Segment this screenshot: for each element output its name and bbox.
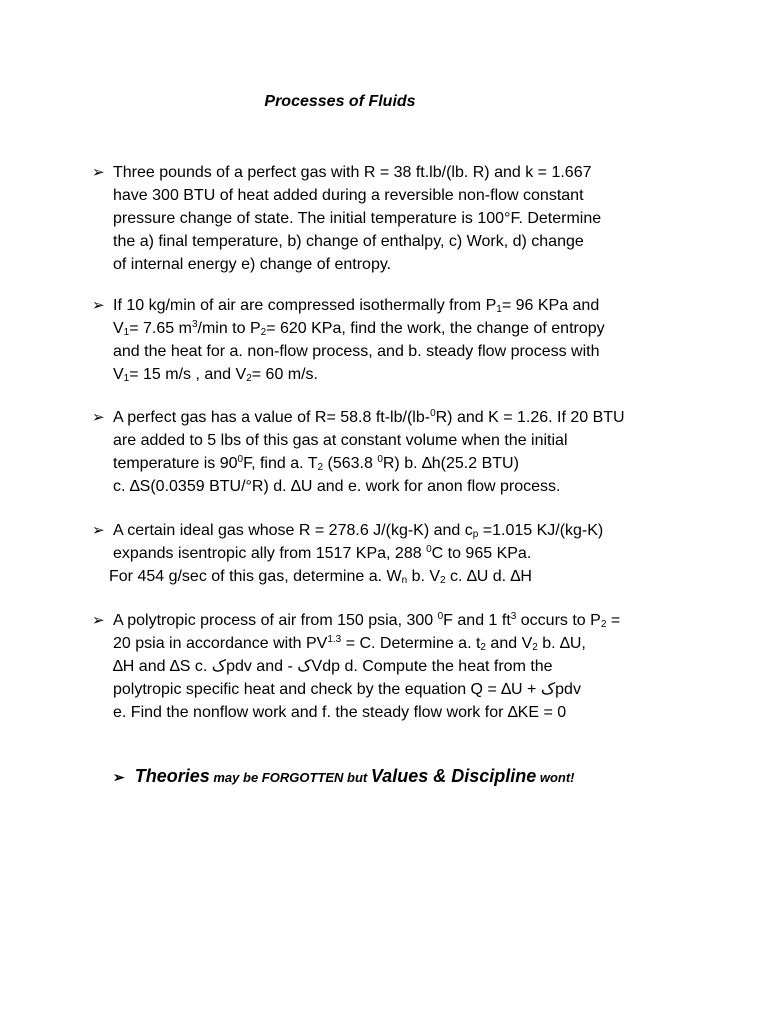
text: /min to P (197, 320, 261, 337)
text: If 10 kg/min of air are compressed isothermally from P (113, 297, 497, 314)
problem-4-line-2 (113, 542, 531, 565)
text: =1.015 KJ/(kg-K) (478, 522, 604, 539)
problem-5-line-4: polytropic specific heat and check by the equation Q = ∆U + کpdv (113, 681, 581, 698)
text: F and 1 ft (443, 612, 511, 629)
problem-5-line-1 (113, 609, 620, 632)
problem-1-line-4: the a) final temperature, b) change of enthalpy, c) Work, d) change (113, 233, 584, 250)
text: For 454 g/sec of this gas, determine a. W (109, 568, 402, 585)
problem-2-line-1 (113, 294, 599, 317)
text: b. ∆U, (537, 635, 586, 652)
problem-3-line-2: are added to 5 lbs of this gas at constant volume when the initial (113, 432, 568, 449)
superscript: 0 (437, 611, 444, 622)
problem-4-line-3 (109, 565, 532, 588)
problem-5-line-2 (113, 632, 586, 655)
superscript: 3 (191, 319, 198, 330)
problem-2-line-2 (113, 317, 605, 340)
bullet-arrow-icon: ➢ (92, 297, 105, 314)
text: R) b. ∆h(25.2 BTU) (382, 455, 519, 472)
text: = C. Determine a. t (341, 635, 481, 652)
text: (563.8 (323, 455, 378, 472)
subscript: n (401, 575, 408, 586)
text: occurs to P (516, 612, 601, 629)
problem-5-line-5: e. Find the nonflow work and f. the steady flow work for ∆KE = 0 (113, 704, 567, 721)
text: A perfect gas has a value of R= 58.8 ft-lb/(lb- (113, 409, 431, 426)
text: temperature is 90 (113, 455, 238, 472)
text: A polytropic process of air from 150 psia, 300 (113, 612, 438, 629)
subscript: p (472, 529, 479, 540)
subscript: 2 (532, 642, 538, 653)
text: = 15 m/s , and V (129, 366, 247, 383)
bullet-arrow-icon: ➢ (92, 612, 105, 629)
bullet-arrow-icon: ➢ (92, 164, 105, 181)
text: R) and K = 1.26. If 20 BTU (435, 409, 625, 426)
problem-2-line-3: and the heat for a. non-flow process, and b. steady flow process with (113, 343, 600, 360)
problem-3-line-1 (113, 406, 625, 429)
subscript: 1 (123, 327, 130, 338)
problem-1-line-2: have 300 BTU of heat added during a reversible non-flow constant (113, 187, 584, 204)
problem-2-line-4 (113, 363, 318, 386)
problem-4-line-1 (113, 519, 603, 542)
subscript: 2 (600, 619, 607, 630)
superscript: 1.3 (327, 634, 342, 645)
text: b. V (407, 568, 441, 585)
text: = 60 m/s. (251, 366, 318, 383)
bullet-arrow-icon: ➢ (92, 522, 105, 539)
problem-1-line-5: of internal energy e) change of entropy. (113, 256, 392, 273)
problem-3-line-4: c. ∆S(0.0359 BTU/°R) d. ∆U and e. work for anon flow process. (113, 478, 561, 495)
text: C to 965 KPa. (431, 545, 532, 562)
text: F, find a. T (243, 455, 318, 472)
subscript: 2 (317, 462, 324, 473)
superscript: 3 (510, 611, 517, 622)
text: V (113, 366, 124, 383)
motto-middle: may be FORGOTTEN but (209, 770, 371, 785)
subscript: 1 (123, 373, 130, 384)
motto (113, 766, 575, 787)
page-title: Processes of Fluids (264, 93, 416, 110)
text: 20 psia in accordance with PV (113, 635, 328, 652)
text: A certain ideal gas whose R = 278.6 J/(kg-K) and c (113, 522, 473, 539)
problem-1-line-1: Three pounds of a perfect gas with R = 38 ft.lb/(lb. R) and k = 1.667 (113, 164, 592, 181)
problem-3-line-3 (113, 452, 519, 475)
superscript: 0 (430, 408, 436, 419)
superscript: 0 (377, 454, 383, 465)
motto-theories: Theories (134, 766, 210, 786)
text: expands isentropic ally from 1517 KPa, 288 (113, 545, 427, 562)
problem-1-line-3: pressure change of state. The initial temperature is 100°F. Determine (113, 210, 602, 227)
subscript: 1 (496, 304, 502, 315)
motto-values: Values & Discipline (370, 766, 537, 786)
text: and V (485, 635, 533, 652)
subscript: 2 (246, 373, 252, 384)
superscript: 0 (237, 454, 244, 465)
subscript: 2 (260, 327, 267, 338)
text: V (113, 320, 124, 337)
text: = 96 KPa and (501, 297, 600, 314)
bullet-arrow-icon: ➢ (92, 409, 105, 426)
text: = 620 KPa, find the work, the change of entropy (266, 320, 605, 337)
problem-5-line-3: ∆H and ∆S c. کpdv and - کVdp d. Compute the heat from the (113, 658, 553, 675)
bullet-arrow-icon: ➢ (113, 769, 125, 785)
subscript: 2 (440, 575, 446, 586)
subscript: 2 (480, 642, 486, 653)
motto-end: wont! (536, 770, 575, 785)
text: = 7.65 m (129, 320, 192, 337)
superscript: 0 (426, 544, 432, 555)
text: = (606, 612, 621, 629)
text: c. ∆U d. ∆H (445, 568, 532, 585)
